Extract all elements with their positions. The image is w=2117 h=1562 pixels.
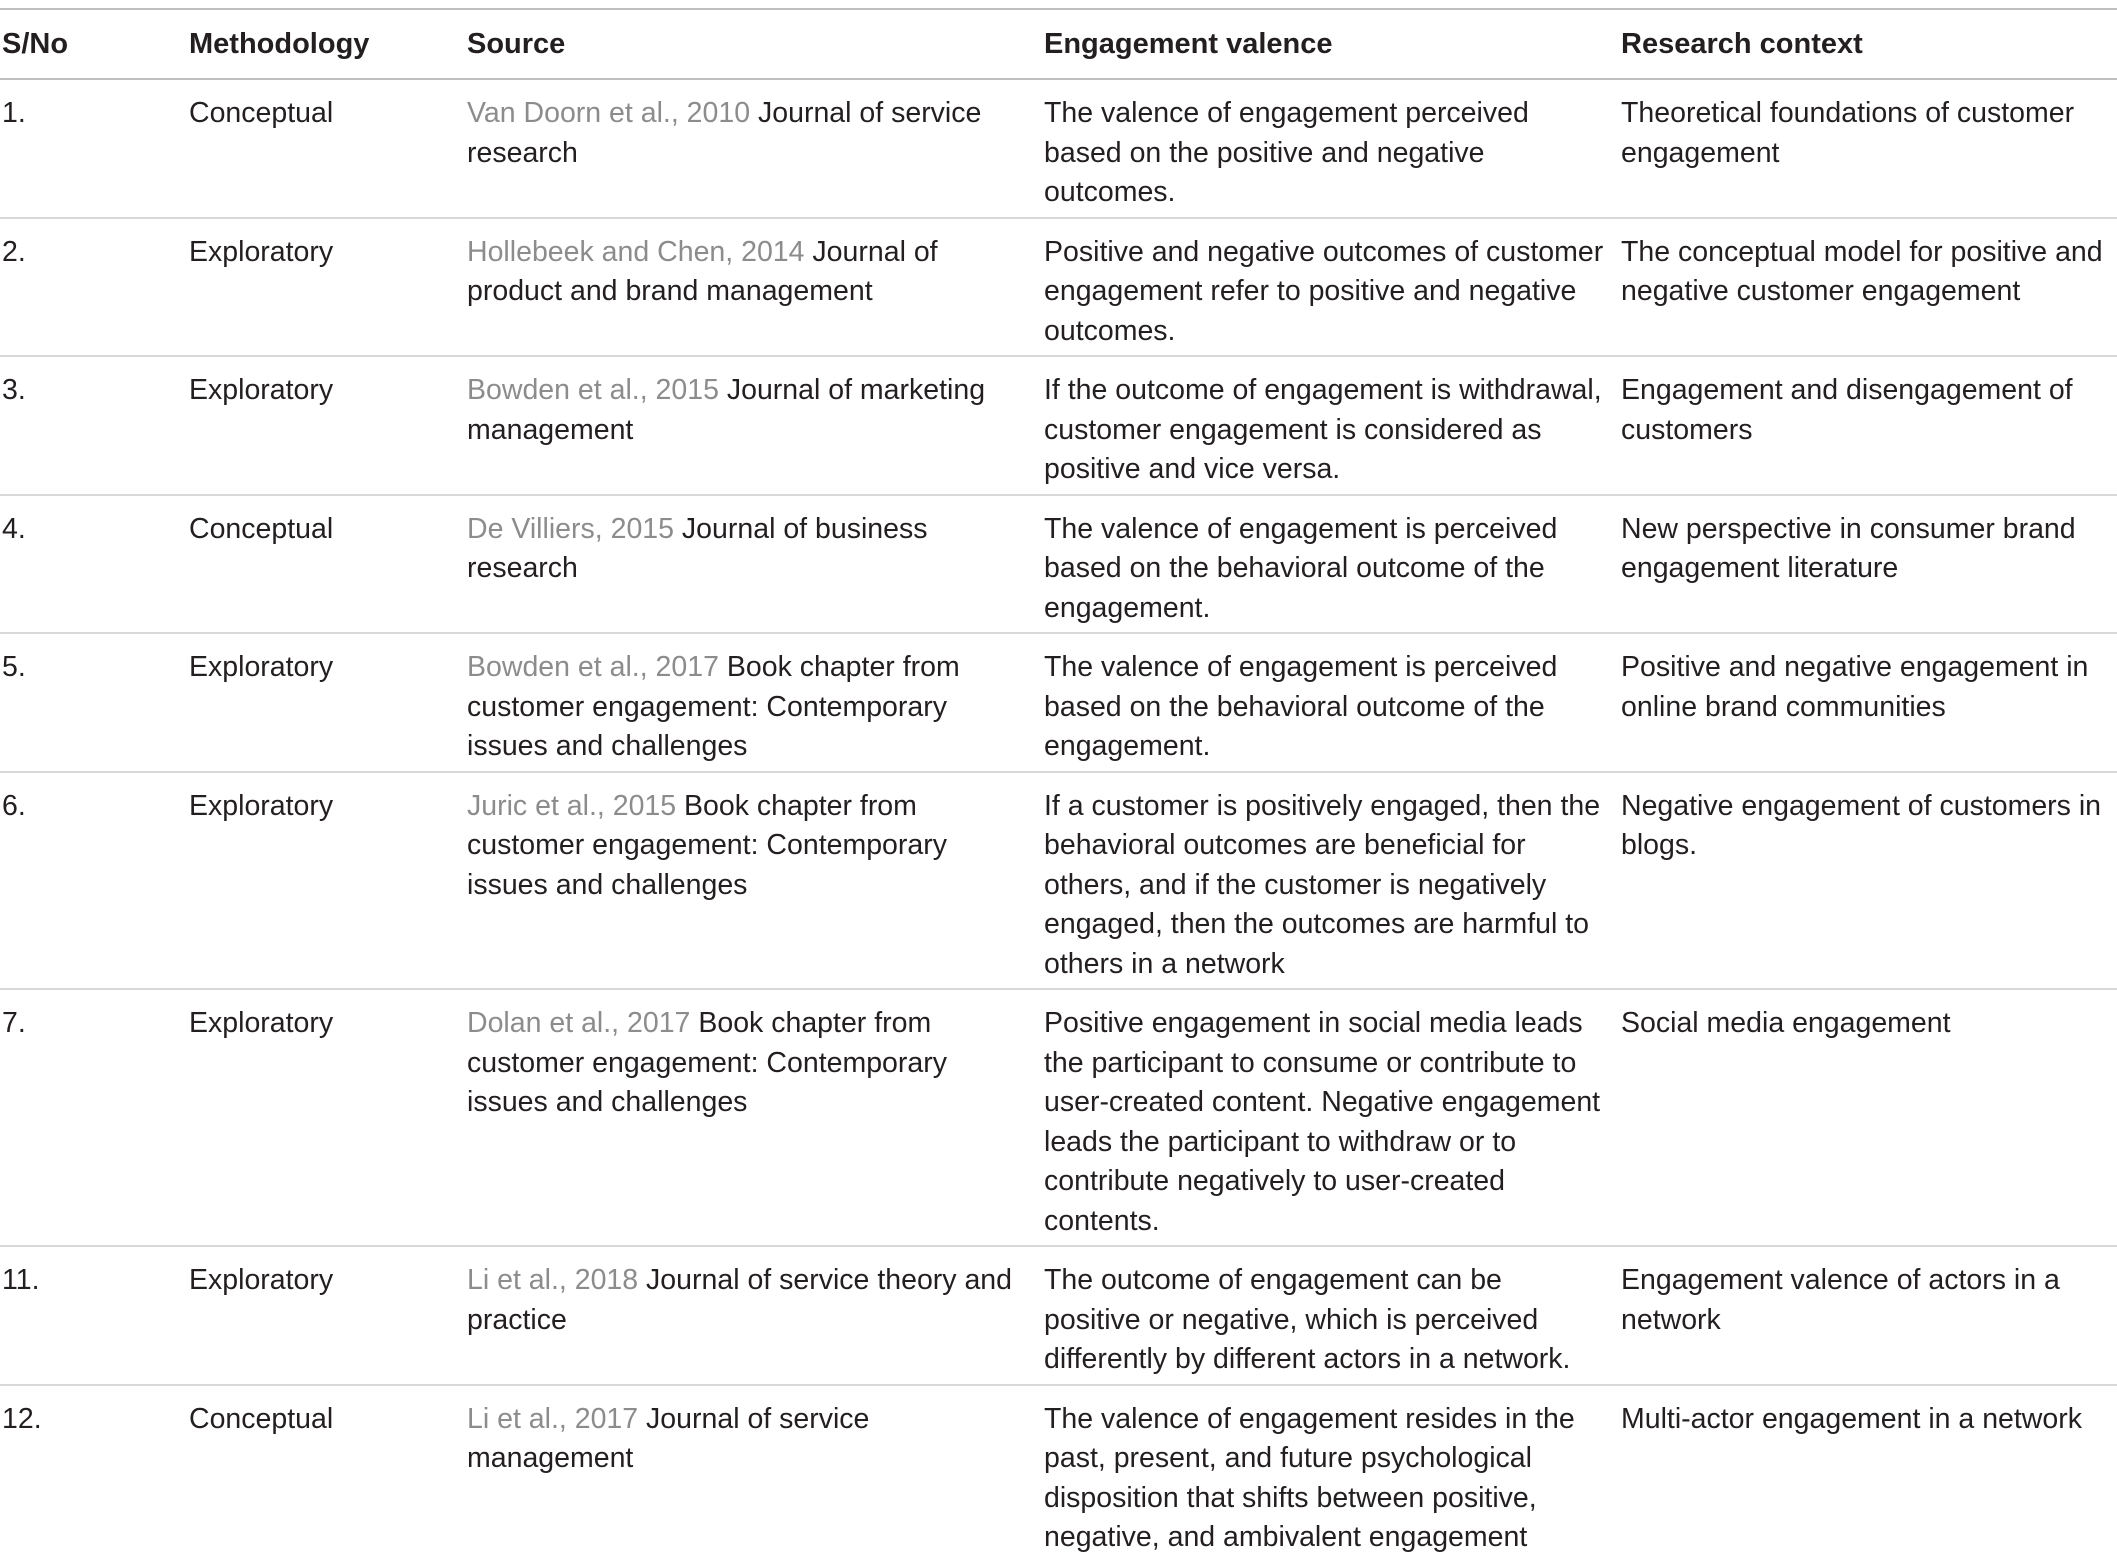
table-row [0,1385,2117,1562]
source-citation-link[interactable]: Li et al., 2017 [467,1402,639,1435]
source-venue: Journal of business research [467,512,928,584]
source-citation-link[interactable]: Bowden et al., 2017 [467,651,719,683]
table-row [0,1246,2117,1385]
cell-methodology: Exploratory [189,1007,334,1039]
cell-sno: 4. [2,512,26,545]
source-venue: Book chapter from customer engagement: Contemporary issues and challenges [467,1007,947,1118]
cell-valence: The outcome of engagement can be positive or negative, which is perceived differently by different actors in a network. [1044,1264,1571,1375]
cell-methodology: Exploratory [189,235,334,268]
cell-sno: 6. [2,789,26,822]
literature-table-container [0,8,2117,1562]
cell-source [461,79,1038,218]
source-venue: Journal of service theory and practice [467,1264,1013,1336]
source-venue: Book chapter from customer engagement: Contemporary issues and challenges [467,651,960,762]
cell-context: The conceptual model for positive and negative customer engagement [1621,235,2103,307]
cell-source [461,218,1038,357]
source-citation-link[interactable]: Li et al., 2018 [467,1264,639,1296]
cell-context: Engagement and disengagement of customers [1621,374,2073,446]
table-row [0,356,2117,495]
cell-context: New perspective in consumer brand engagement literature [1621,512,2076,584]
literature-table [0,8,2117,1562]
source-citation-link[interactable]: Hollebeek and Chen, 2014 [467,235,805,268]
cell-source [461,772,1038,990]
cell-methodology: Conceptual [189,97,334,129]
cell-sno: 2. [2,235,26,268]
cell-methodology: Exploratory [189,789,334,822]
source-venue: Journal of marketing management [467,374,986,446]
source-venue: Book chapter from customer engagement: Contemporary issues and challenges [467,789,947,901]
cell-source [461,356,1038,495]
cell-source [461,1385,1038,1562]
source-citation-link[interactable]: Bowden et al., 2015 [467,374,719,406]
source-citation-link[interactable]: Juric et al., 2015 [467,789,677,822]
header-sno: S/No [2,27,69,60]
source-venue: Journal of product and brand management [467,235,938,307]
cell-context: Theoretical foundations of customer engagement [1621,97,2075,169]
table-row [0,772,2117,990]
table-row [0,495,2117,634]
cell-valence: The valence of engagement is perceived based on the behavioral outcome of the engagement. [1044,512,1558,624]
cell-context: Social media engagement [1621,1007,1951,1039]
cell-sno: 3. [2,374,26,406]
cell-methodology: Exploratory [189,374,334,406]
table-header [0,9,2117,79]
cell-valence: The valence of engagement resides in the past, present, and future psychological disposition that shifts between positive, negative, and ambivalent engagement [1044,1402,1575,1553]
header-valence: Engagement valence [1044,27,1333,60]
cell-source [461,495,1038,634]
table-row [0,79,2117,218]
table-row [0,633,2117,772]
cell-methodology: Conceptual [189,512,334,545]
cell-valence: The valence of engagement is perceived based on the behavioral outcome of the engagement. [1044,651,1558,762]
cell-valence: The valence of engagement perceived based on the positive and negative outcomes. [1044,97,1529,208]
cell-methodology: Conceptual [189,1402,334,1435]
header-context: Research context [1621,27,1863,60]
cell-valence: If the outcome of engagement is withdrawal, customer engagement is considered as positive and vice versa. [1044,374,1602,485]
cell-sno: 12. [2,1402,42,1435]
header-row [0,9,2117,79]
cell-context: Engagement valence of actors in a network [1621,1264,2060,1336]
cell-context: Negative engagement of customers in blogs. [1621,789,2102,861]
source-citation-link[interactable]: Van Doorn et al., 2010 [467,97,751,129]
cell-methodology: Exploratory [189,1264,334,1296]
cell-methodology: Exploratory [189,651,334,683]
cell-context: Multi-actor engagement in a network [1621,1402,2082,1435]
cell-source [461,633,1038,772]
cell-sno: 7. [2,1007,26,1039]
cell-sno: 11. [2,1264,40,1296]
table-body [0,79,2117,1562]
cell-sno: 5. [2,651,26,683]
header-source: Source [467,27,566,60]
table-row [0,218,2117,357]
header-methodology: Methodology [189,27,370,60]
source-citation-link[interactable]: Dolan et al., 2017 [467,1007,691,1039]
source-venue: Journal of service management [467,1402,870,1474]
source-citation-link[interactable]: De Villiers, 2015 [467,512,675,545]
cell-valence: Positive and negative outcomes of customer engagement refer to positive and negative outcomes. [1044,235,1604,347]
cell-source [461,989,1038,1246]
table-row [0,989,2117,1246]
cell-source [461,1246,1038,1385]
cell-valence: Positive engagement in social media leads the participant to consume or contribute to user-created content. Negative engagement leads the participant to withdraw or to contribute negatively to user-created contents. [1044,1007,1601,1237]
cell-sno: 1. [2,97,26,129]
cell-context: Positive and negative engagement in online brand communities [1621,651,2089,723]
source-venue: Journal of service research [467,97,982,169]
cell-valence: If a customer is positively engaged, then the behavioral outcomes are beneficial for others, and if the customer is negatively engaged, then the outcomes are harmful to others in a network [1044,789,1601,980]
